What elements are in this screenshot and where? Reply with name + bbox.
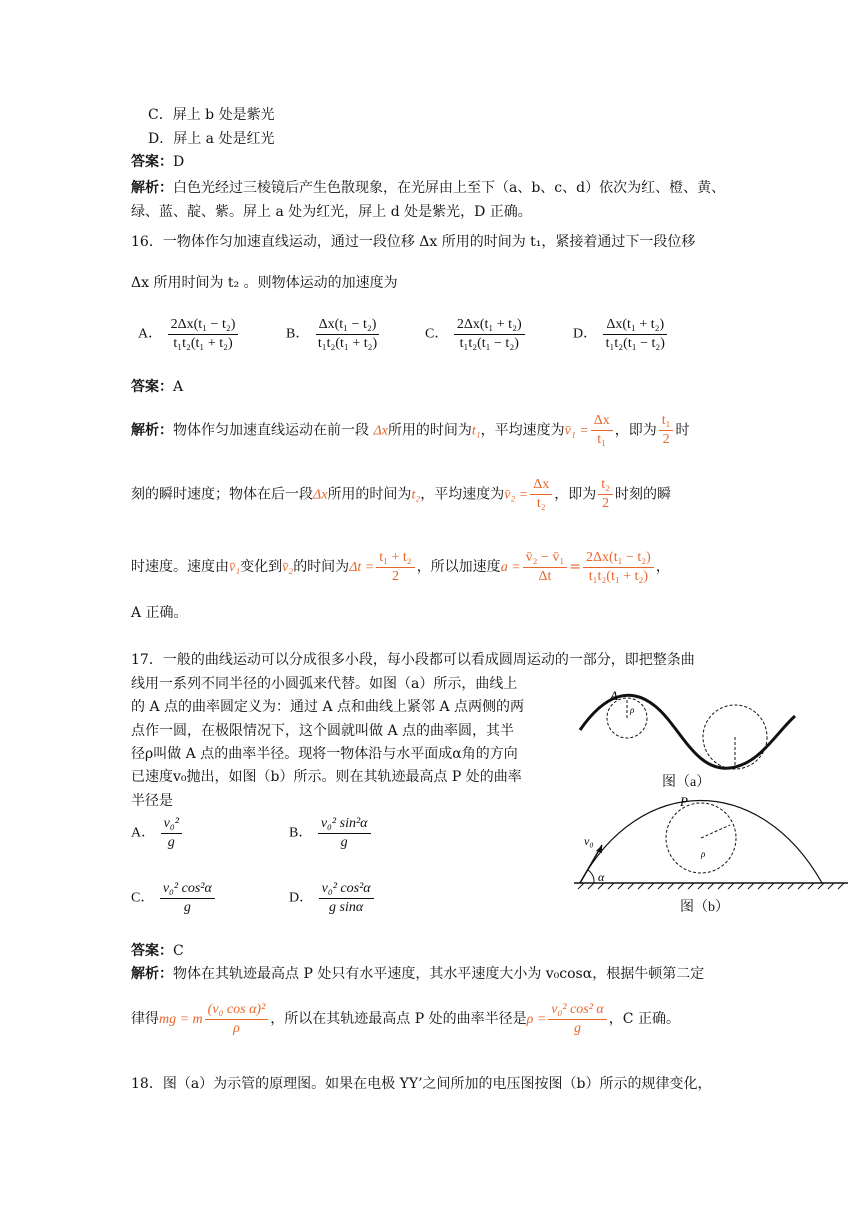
q16-option-c (425, 316, 527, 353)
math-v2: v̄₂ (282, 560, 294, 575)
q16-analysis-line1 (131, 412, 689, 450)
math-a: a = (500, 560, 521, 575)
math-delta-t: Δt = (349, 560, 375, 575)
answer-label: 答案： (131, 943, 173, 959)
math-fraction (530, 476, 552, 513)
q17-option-b (289, 815, 373, 852)
math-delta-x: Δx (313, 487, 328, 503)
q16-option-a (138, 316, 240, 353)
q16-option-b (286, 316, 382, 353)
numerator: v₀² (161, 815, 182, 834)
option-fraction (318, 815, 371, 852)
analysis-text: 白色光经过三棱镜后产生色散现象，在光屏由上至下（a、b、c、d）依次为红、橙、黄、绿、蓝、靛、紫。屏上 a 处为红光，屏上 d 处是紫光，D 正确。 (131, 180, 726, 220)
analysis-label: 解析： (131, 966, 173, 982)
math-v2-bar: v̄₂ = (504, 487, 529, 503)
answer-label: 答案： (131, 379, 173, 395)
denominator: ρ (233, 1020, 240, 1036)
point-a-label: A (610, 688, 618, 703)
q17-answer (131, 941, 184, 961)
q16-analysis-line3 (131, 547, 670, 588)
denominator: Δt (538, 568, 552, 584)
numerator: t₂ (598, 476, 613, 495)
math-fraction (583, 549, 654, 586)
numerator: t₁ (659, 412, 674, 431)
q16-analysis-line2 (131, 476, 671, 514)
numerator: v₀² cos²α (319, 880, 374, 899)
denominator: g (183, 900, 191, 915)
q17-stem-line6: 已速度v₀抛出，如图（b）所示。则在其轨迹最高点 P 处的曲率 (131, 769, 522, 785)
analysis-text: 的时间为 (293, 559, 350, 575)
q15-answer (131, 152, 184, 172)
math-mg: mg = m (159, 1012, 203, 1027)
q17-stem-line2: 线用一系列不同半径的小圆弧来代替。如图（a）所示，曲线上 (131, 676, 518, 692)
math-fraction (523, 549, 568, 586)
option-fraction (160, 880, 215, 917)
ground-hatching (578, 883, 844, 889)
math-delta-x: Δx (373, 423, 388, 439)
option-fraction (319, 880, 374, 917)
analysis-text: ， (655, 559, 670, 575)
numerator: 2Δx(t₁ − t₂) (168, 316, 239, 335)
analysis-text: 物体作匀加速直线运动在前一段 (173, 422, 369, 439)
option-label: A． (138, 326, 163, 342)
numerator: Δx(t₁ + t₂) (603, 316, 667, 335)
analysis-text: 物体在其轨迹最高点 P 处只有水平速度，其水平速度大小为 v₀cosα，根据牛顿第二定 (173, 966, 705, 982)
numerator: 2Δx(t₁ − t₂) (583, 549, 654, 568)
analysis-text: ，即为 (614, 422, 657, 439)
math-t2: t₂ (411, 487, 421, 503)
q15-option-c: C．屏上 b 处是紫光 (148, 107, 275, 123)
answer-value: A (173, 379, 184, 395)
q15-analysis (131, 176, 731, 224)
numerator: v̄₂ − v̄₁ (523, 549, 568, 568)
analysis-text: ，平均速度为 (480, 422, 565, 439)
option-fraction (315, 316, 380, 353)
option-fraction (454, 316, 525, 353)
q17-analysis-line2 (131, 997, 680, 1042)
analysis-text: ，即为 (554, 486, 597, 503)
math-fraction (376, 549, 414, 586)
denominator: 2 (662, 432, 670, 447)
math-fraction (598, 476, 613, 513)
option-fraction (168, 316, 239, 353)
denominator: g (340, 835, 348, 850)
q16-analysis-line4: A 正确。 (131, 605, 188, 621)
math-fraction (548, 1001, 607, 1038)
q17-stem-line3: 的 A 点的曲率圆定义为：通过 A 点和曲线上紧邻 A 点两侧的两 (131, 699, 525, 715)
q17-stem-line7: 半径是 (131, 793, 173, 809)
math-rho: ρ = (526, 1012, 547, 1027)
numerator: Δx(t₁ − t₂) (316, 316, 380, 335)
option-label: C． (425, 326, 449, 342)
analysis-label: 解析： (131, 422, 173, 439)
denominator: t₁t₂(t₁ − t₂) (459, 336, 519, 351)
q17-option-a (131, 815, 184, 852)
analysis-text: ，所以加速度 (416, 559, 501, 575)
q16-option-d (573, 316, 670, 353)
answer-value: D (173, 154, 185, 170)
analysis-text: 所用的时间为 (327, 486, 412, 503)
math-fraction (659, 412, 674, 449)
numerator: (v₀ cos α)² (205, 1001, 269, 1020)
radius-line-p (701, 825, 730, 838)
q17-option-d (289, 880, 376, 917)
analysis-text: ，平均速度为 (420, 486, 505, 503)
analysis-text: ，C 正确。 (608, 1011, 680, 1027)
numerator: Δx (591, 412, 613, 431)
figure-a-caption: 图（a） (662, 775, 711, 790)
analysis-text: 所用的时间为 (387, 422, 472, 439)
analysis-text: 时刻的瞬 (615, 486, 672, 503)
q16-stem-line1: 16．一物体作匀加速直线运动，通过一段位移 Δx 所用的时间为 t₁，紧接着通过下一段位移 (131, 234, 696, 250)
denominator: g (574, 1020, 582, 1036)
option-label: B． (286, 326, 310, 342)
math-v1-bar: v̄₁ = (564, 423, 589, 439)
numerator: v₀² sin²α (318, 815, 371, 834)
denominator: t₁t₂(t₁ + t₂) (317, 336, 378, 351)
denominator: t₁t₂(t₁ + t₂) (173, 336, 233, 351)
angle-arc (588, 870, 594, 883)
math-equals: = (569, 559, 582, 575)
analysis-label: 解析： (131, 180, 173, 196)
q17-stem-line1: 17．一般的曲线运动可以分成很多小段，每小段都可以看成圆周运动的一部分，即把整条曲 (131, 652, 695, 668)
v0-label: v₀ (584, 834, 594, 848)
numerator: v₀² cos² α (548, 1001, 607, 1020)
analysis-text: ，所以在其轨迹最高点 P 处的曲率半径是 (270, 1011, 527, 1027)
denominator: t₂ (536, 496, 546, 511)
analysis-text: 律得 (131, 1011, 159, 1027)
numerator: v₀² cos²α (160, 880, 215, 899)
option-label: C． (131, 890, 155, 906)
option-fraction (161, 815, 182, 852)
option-label: A． (131, 825, 156, 841)
denominator: g sinα (329, 900, 364, 915)
q17-stem-line4: 点作一圆，在极限情况下，这个圆就叫做 A 点的曲率圆，其半 (131, 723, 515, 739)
q16-answer (131, 377, 183, 397)
q17-stem-line5: 径ρ叫做 A 点的曲率半径。现将一物体沿与水平面成α角的方向 (131, 746, 518, 762)
denominator: g (167, 835, 175, 850)
denominator: 2 (391, 568, 399, 584)
velocity-arrowhead (596, 845, 602, 853)
q16-stem-line2: Δx 所用时间为 t₂ 。则物体运动的加速度为 (131, 275, 398, 291)
numerator: Δx (530, 476, 552, 495)
numerator: t₁ + t₂ (376, 549, 414, 568)
analysis-text: 时速度。速度由 (131, 559, 229, 575)
answer-label: 答案： (131, 154, 173, 170)
analysis-text: 变化到 (240, 559, 283, 575)
option-fraction (603, 316, 668, 353)
denominator: t₁ (597, 432, 607, 447)
math-fraction (205, 1001, 269, 1038)
option-label: D． (573, 326, 598, 342)
option-label: D． (289, 890, 314, 906)
math-fraction (591, 412, 613, 449)
math-v1: v̄₁ (229, 560, 241, 575)
figure-b-projectile-diagram (560, 793, 850, 893)
denominator: t₁t₂(t₁ − t₂) (605, 336, 665, 351)
q15-option-d: D．屏上 a 处是红光 (148, 131, 275, 147)
denominator: 2 (602, 496, 610, 511)
q18-stem: 18．图（a）为示管的原理图。如果在电极 YY’之间所加的电压图按图（b）所示的规律变化， (131, 1076, 712, 1092)
analysis-text: 时 (675, 422, 690, 439)
figure-b-caption: 图（b） (680, 900, 729, 915)
point-p-label: P (680, 794, 688, 809)
answer-value: C (173, 943, 184, 959)
trajectory-arc (580, 801, 822, 884)
alpha-label: α (598, 870, 605, 884)
denominator: t₁t₂(t₁ + t₂) (588, 568, 649, 584)
option-label: B． (289, 825, 313, 841)
q17-option-c (131, 880, 217, 917)
q17-analysis-line1 (131, 964, 704, 984)
math-t1: t₁ (471, 423, 481, 439)
rho-label: ρ (701, 849, 706, 859)
numerator: 2Δx(t₁ + t₂) (454, 316, 525, 335)
rho-label: ρ (630, 705, 635, 715)
analysis-text: 刻的瞬时速度；物体在后一段 (131, 486, 313, 503)
